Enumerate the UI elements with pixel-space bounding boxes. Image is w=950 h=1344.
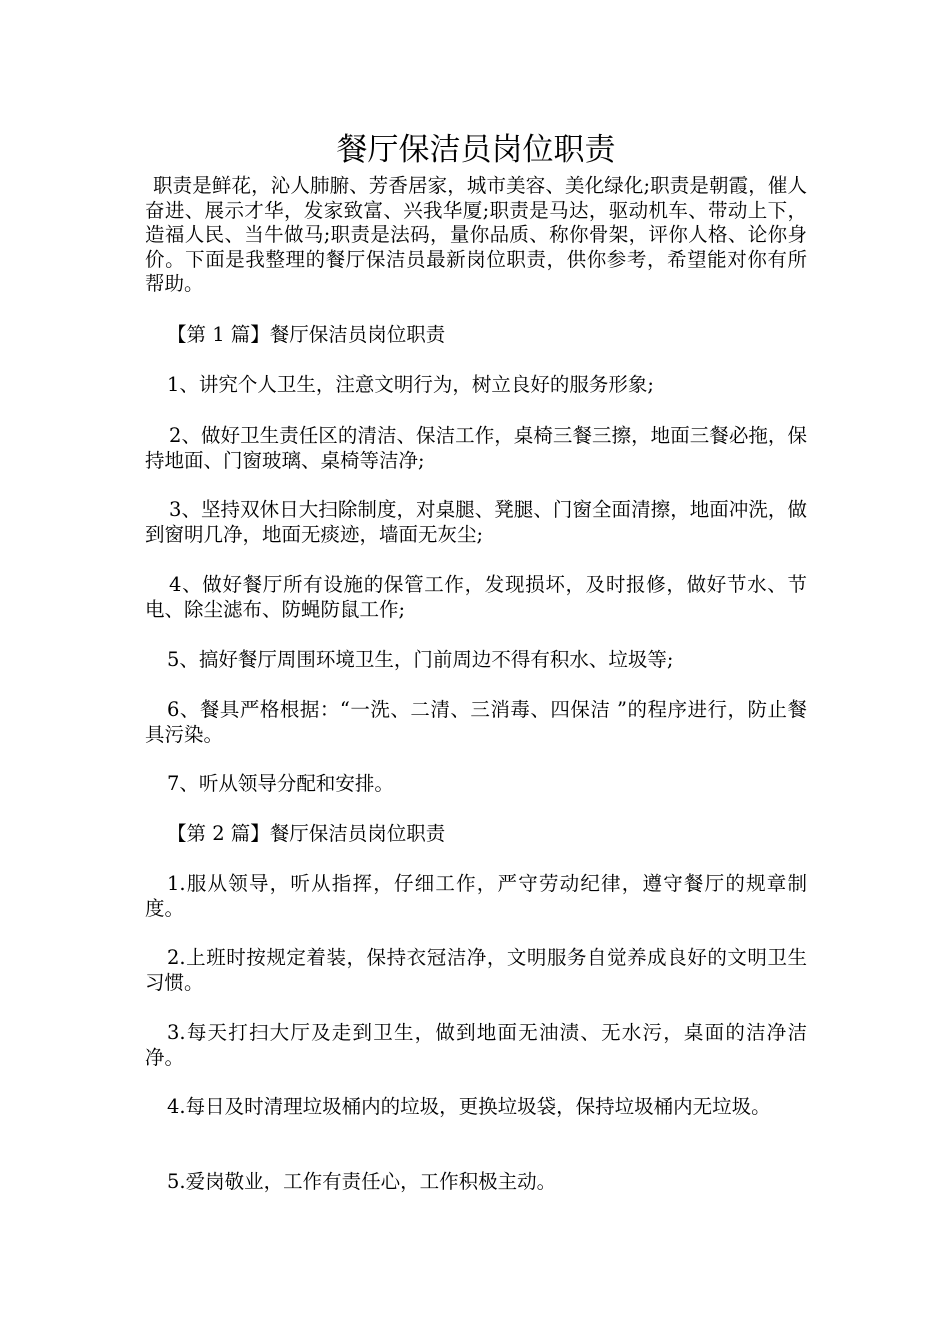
section-1-item-3: 3、坚持双休日大扫除制度，对桌腿、凳腿、门窗全面清擦，地面冲洗，做到窗明几净，地面无痰迹，墙面无灰尘; (145, 498, 807, 546)
section-1-item-4: 4、做好餐厅所有设施的保管工作，发现损坏，及时报修，做好节水、节电、除尘滤布、防蝇防鼠工作; (145, 573, 807, 621)
section-1-item-2: 2、做好卫生责任区的清洁、保洁工作，桌椅三餐三擦，地面三餐必拖，保持地面、门窗玻璃、桌椅等洁净; (145, 424, 807, 472)
section-1-item-1: 1、讲究个人卫生，注意文明行为，树立良好的服务形象; (167, 373, 654, 396)
section-2-item-5: 5.爱岗敬业，工作有责任心，工作积极主动。 (167, 1170, 557, 1193)
intro-paragraph: 职责是鲜花，沁人肺腑、芳香居家，城市美容、美化绿化;职责是朝霞，催人奋进、展示才华，发家致富、兴我华厦;职责是马达，驱动机车、带动上下，造福人民、当牛做马;职责是法码，量你品质、称你骨架，评你人格、论你身价。下面是我整理的餐厅保洁员最新岗位职责，供你参考，希望能对你有所帮助。 (145, 174, 807, 295)
section-2-item-3: 3.每天打扫大厅及走到卫生，做到地面无油渍、无水污，桌面的洁净洁净。 (145, 1021, 807, 1069)
section-1-item-5: 5、搞好餐厅周围环境卫生，门前周边不得有积水、垃圾等; (167, 648, 674, 671)
section-2-heading: 【第 2 篇】餐厅保洁员岗位职责 (167, 822, 446, 845)
section-2-item-4: 4.每日及时清理垃圾桶内的垃圾，更换垃圾袋，保持垃圾桶内无垃圾。 (167, 1095, 771, 1118)
section-1-item-6: 6、餐具严格根据：“一洗、二清、三消毒、四保洁 ”的程序进行，防止餐具污染。 (145, 698, 807, 746)
section-1-heading: 【第 1 篇】餐厅保洁员岗位职责 (167, 323, 446, 346)
section-1-item-7: 7、听从领导分配和安排。 (167, 772, 394, 795)
document-title: 餐厅保洁员岗位职责 (336, 132, 616, 168)
section-2-item-2: 2.上班时按规定着装，保持衣冠洁净，文明服务自觉养成良好的文明卫生习惯。 (145, 946, 807, 994)
section-2-item-1: 1.服从领导，听从指挥，仔细工作，严守劳动纪律，遵守餐厅的规章制度。 (145, 872, 807, 920)
